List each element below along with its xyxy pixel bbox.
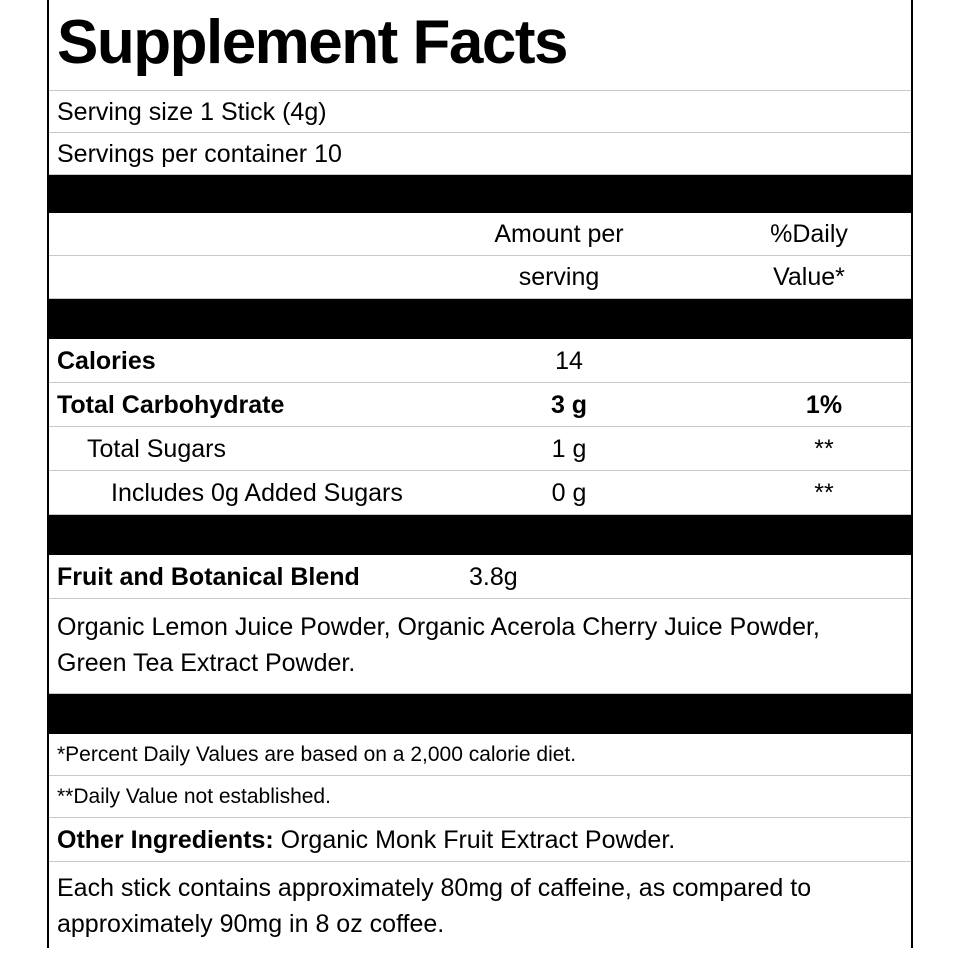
other-ingredients-value: Organic Monk Fruit Extract Powder.	[280, 826, 676, 854]
divider-bar-2	[49, 299, 911, 339]
blend-ingredients-text: Organic Lemon Juice Powder, Organic Acerola Cherry Juice Powder, Green Tea Extract Powder.	[57, 613, 820, 677]
amount-header-line1: Amount per	[494, 220, 624, 248]
column-header-row-1	[49, 213, 911, 256]
blend-row	[49, 555, 911, 599]
caffeine-note-text: Each stick contains approximately 80mg of caffeine, as compared to approximately 90mg in 8 oz coffee.	[57, 874, 812, 938]
column-header-row-2	[49, 256, 911, 299]
other-ingredients-row	[49, 818, 911, 862]
divider-bar-3	[49, 515, 911, 555]
nutrient-name: Includes 0g Added Sugars	[111, 479, 403, 507]
amount-header-line2: serving	[518, 263, 600, 291]
nutrient-amount: 0 g	[551, 479, 587, 507]
table-row	[49, 427, 911, 471]
nutrient-dv: 1%	[805, 391, 843, 419]
blend-ingredients-row	[49, 599, 911, 694]
nutrient-amount: 1 g	[551, 435, 587, 463]
footnote-text: *Percent Daily Values are based on a 2,000 calorie diet.	[57, 743, 577, 766]
servings-per-container-row	[49, 133, 911, 175]
page-title: Supplement Facts	[57, 8, 567, 77]
blend-name: Fruit and Botanical Blend	[57, 563, 360, 591]
divider-bar-1	[49, 175, 911, 213]
blend-amount: 3.8g	[469, 563, 518, 591]
servings-per-container-text: Servings per container 10	[57, 140, 342, 168]
footnote-text: **Daily Value not established.	[57, 785, 331, 808]
supplement-facts-panel	[47, 0, 913, 948]
nutrient-name: Calories	[57, 347, 156, 375]
nutrient-name: Total Sugars	[87, 435, 226, 463]
other-ingredients-label: Other Ingredients:	[57, 826, 274, 854]
nutrient-amount: 3 g	[550, 391, 588, 419]
serving-size-row	[49, 91, 911, 133]
divider-bar-4	[49, 694, 911, 734]
caffeine-note-row	[49, 862, 911, 948]
serving-size-text: Serving size 1 Stick (4g)	[57, 98, 327, 126]
footnote-daily-value	[49, 734, 911, 776]
table-row	[49, 339, 911, 383]
nutrient-name: Total Carbohydrate	[57, 391, 285, 419]
nutrient-dv: **	[814, 435, 834, 463]
nutrient-amount: 14	[555, 347, 583, 375]
panel-title-row	[49, 0, 911, 91]
footnote-not-established	[49, 776, 911, 818]
dv-header-line1: %Daily	[770, 220, 848, 248]
table-row	[49, 383, 911, 427]
dv-header-line2: Value*	[773, 263, 845, 291]
nutrient-dv: **	[814, 479, 834, 507]
table-row	[49, 471, 911, 515]
